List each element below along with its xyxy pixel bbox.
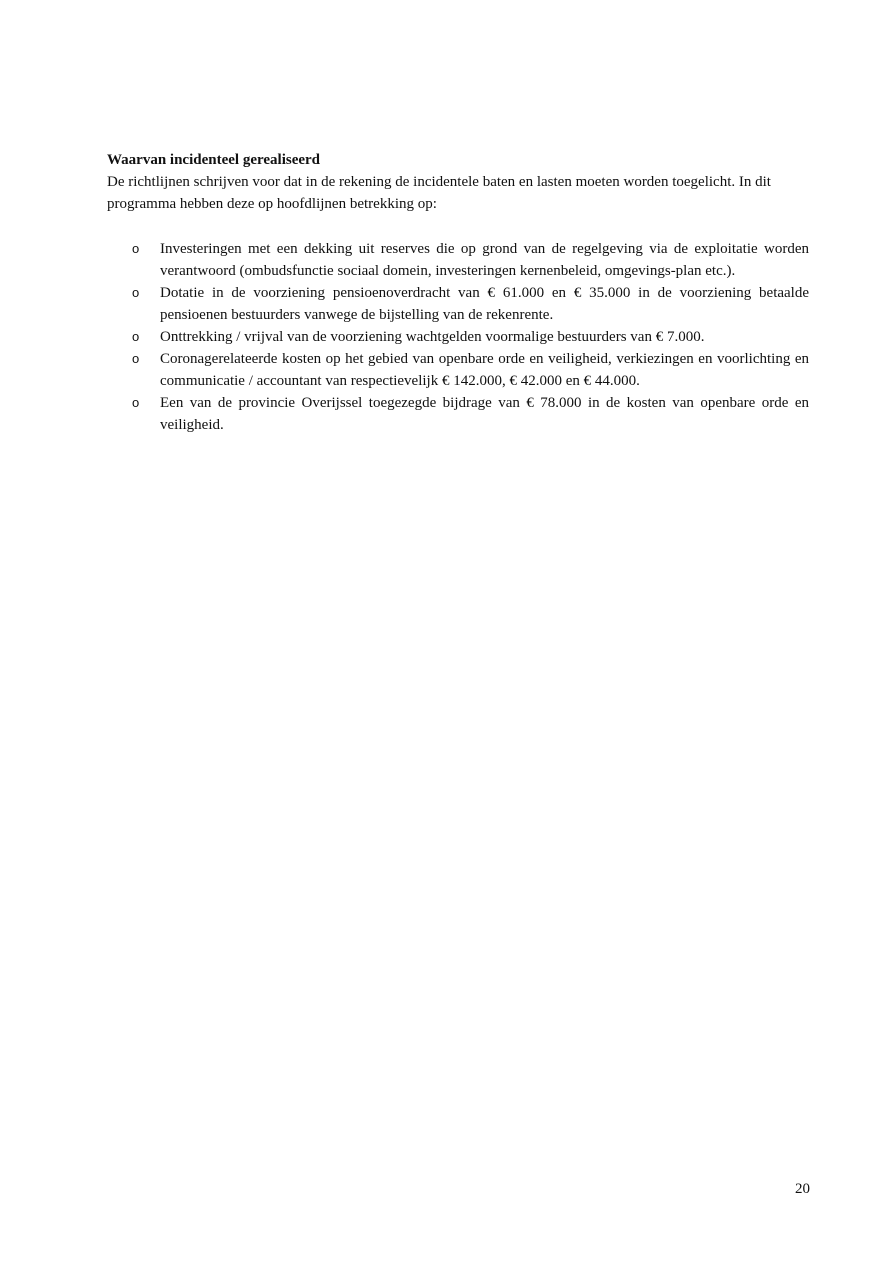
list-item-text: Een van de provincie Overijssel toegezegde bijdrage van € 78.000 in de kosten van openbare orde en veiligheid. [160,395,809,433]
list-item [107,238,809,282]
list-item-text: Investeringen met een dekking uit reserves die op grond van de regelgeving via de exploitatie worden verantwoord (ombudsfunctie sociaal domein, investeringen kernenbeleid, omgevings-plan etc.). [160,241,809,279]
intro-paragraph: De richtlijnen schrijven voor dat in de rekening de incidentele baten en lasten moeten worden toegelicht. In dit programma hebben deze op hoofdlijnen betrekking op: [107,174,771,212]
list-item [107,348,809,392]
list-item-text: Dotatie in de voorziening pensioenoverdracht van € 61.000 en € 35.000 in de voorziening betaalde pensioenen bestuurders vanwege de bijstelling van de rekenrente. [160,285,809,323]
bullet-icon: o [132,241,140,256]
bullet-icon: o [132,395,140,410]
bullet-icon: o [132,285,140,300]
content-block [107,149,809,436]
bullet-icon: o [132,329,140,344]
section-heading: Waarvan incidenteel gerealiseerd [107,152,321,168]
list-item-text: Onttrekking / vrijval van de voorziening wachtgelden voormalige bestuurders van € 7.000. [160,329,705,345]
bullet-icon: o [132,351,140,366]
list-item-text: Coronagerelateerde kosten op het gebied van openbare orde en veiligheid, verkiezingen en voorlichting en communicatie / accountant van respectievelijk € 142.000, € 42.000 en € 44.000. [160,351,809,389]
list-item [107,282,809,326]
list-item [107,392,809,436]
bullet-list [107,238,809,436]
page-number: 20 [795,1181,810,1197]
list-item [107,326,809,348]
